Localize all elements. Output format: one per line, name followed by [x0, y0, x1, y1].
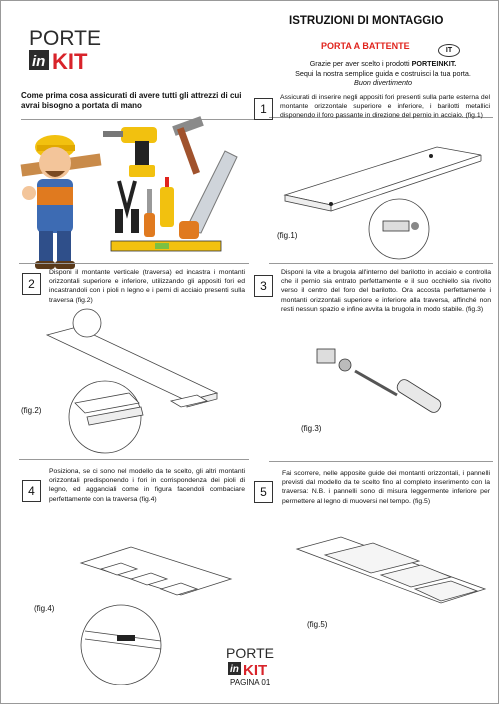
- page-subtitle: PORTA A BATTENTE: [321, 41, 410, 51]
- logo-word-kit: KIT: [52, 49, 88, 74]
- divider: [19, 263, 249, 264]
- divider: [19, 459, 249, 460]
- logo-small-word-porte: PORTE: [226, 645, 274, 661]
- intro-line1-text: Grazie per aver scelto i prodotti: [309, 59, 412, 68]
- figure-5-label: (fig.5): [307, 620, 328, 629]
- logo-small-word-kit: KIT: [243, 662, 268, 679]
- glue-bottle-icon: [160, 177, 174, 227]
- logo-small-word-in: in: [230, 664, 239, 675]
- page-number: PAGINA 01: [230, 678, 271, 687]
- step-number-1: 1: [254, 98, 273, 120]
- divider: [269, 461, 493, 462]
- drill-icon: [103, 127, 157, 177]
- intro-brand: PORTEINKIT.: [411, 59, 457, 68]
- step-number-3: 3: [254, 275, 273, 297]
- figure-1-label: (fig.1): [277, 231, 298, 240]
- logo-word-in: in: [32, 53, 46, 70]
- tools-illustration: [15, 111, 251, 275]
- figure-3: [311, 331, 451, 441]
- language-badge: IT: [438, 44, 460, 57]
- porteinkit-logo: [29, 25, 109, 77]
- page-title: ISTRUZIONI DI MONTAGGIO: [289, 15, 444, 27]
- intro-line1: [310, 59, 457, 68]
- intro-line3: Buon divertimento: [354, 78, 412, 88]
- step-number-2: 2: [22, 273, 41, 295]
- intro-line2: Sequi la nostra semplice guida e costruisci la tua porta.: [295, 68, 471, 78]
- step-2-text: Disponi il montante verticale (traversa) ed incastra i montanti orizzontali superiore e inferiore, utilizzando gli appositi fori ed incastrandoli con i pioli n legno e i perni di acciaio presenti sulla traversa (fig.2): [49, 269, 245, 304]
- logo-word-porte: PORTE: [29, 27, 101, 50]
- hammer-icon: [172, 116, 204, 174]
- intro-text: [269, 59, 497, 88]
- saw-icon: [179, 151, 237, 239]
- divider: [269, 263, 493, 264]
- step-3-text: Disponi la vite a brugola all'interno del barilotto in acciaio e controlla che il pernio sia entrato perfettamente e il suo occhiello sia rivolto verso il centro del foro del barilotto. Ora accosta perfettamente i montanti orizzontali superiore e inferiore alla traversa, affinché non resti nessun spazio e infine avvita la brugola in modo stabile. (fig.3): [281, 269, 491, 313]
- step-4-text: Posiziona, se ci sono nel modello da te scelto, gli altri montanti orizzontali predisponendo i fori in corrispondenza dei pioli di legno, ed agganciali come in figura facendoli combaciare perfettamente con la traversa (fig.4): [49, 468, 245, 503]
- figure-2-label: (fig.2): [21, 406, 42, 415]
- worker-illustration: [21, 135, 102, 269]
- porteinkit-logo-small: [226, 645, 278, 679]
- step-5-text: Fai scorrere, nelle apposite guide dei montanti orizzontali, i pannelli previsti dal modello da te scelto fino al completo inserimento con la traversa: N.B. i pannelli sono di misura leggermente inferiore per permettere al legno di muoversi nel tempo. (fig.5): [282, 470, 490, 505]
- figure-4: [31, 523, 247, 685]
- figure-3-label: (fig.3): [301, 424, 322, 433]
- level-icon: [111, 241, 221, 251]
- figure-5: [281, 529, 495, 629]
- tools-heading: Come prima cosa assicurati di avere tutti gli attrezzi di cui avrai bisogno a portata di mano: [21, 91, 242, 110]
- step-number-4: 4: [22, 480, 41, 502]
- figure-2: [17, 307, 253, 457]
- step-1-text: Assicurati di inserire negli appositi fori presenti sulla parte esterna del montante orizzontale superiore e inferiore, i barilotti metallici disponendo il foro passante in direzione del pernio in acciaio. (fig.1): [280, 94, 490, 120]
- figure-1: [271, 141, 497, 263]
- screwdriver-icon: [144, 189, 155, 237]
- step-number-5: 5: [254, 481, 273, 503]
- figure-4-label: (fig.4): [34, 604, 55, 613]
- pliers-icon: [115, 181, 139, 233]
